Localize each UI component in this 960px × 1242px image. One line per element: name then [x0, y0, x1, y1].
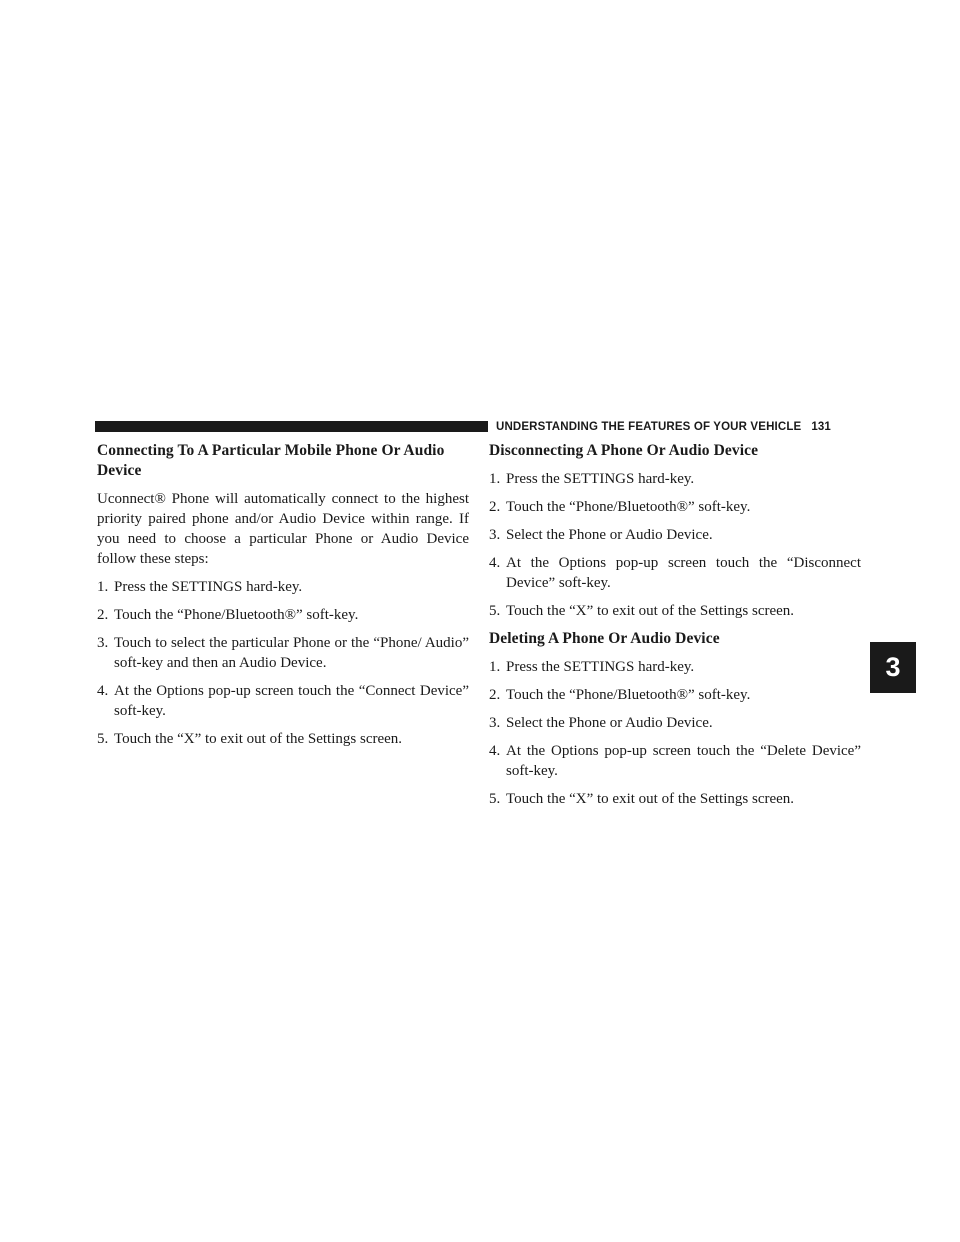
list-item	[489, 685, 861, 705]
step-number: 4.	[489, 555, 501, 571]
header-title: UNDERSTANDING THE FEATURES OF YOUR VEHICLE	[496, 421, 802, 433]
list-item	[489, 657, 861, 677]
step-text: At the Options pop-up screen touch the “Connect Device” soft-key.	[114, 683, 469, 719]
step-text: At the Options pop-up screen touch the “Disconnect Device” soft-key.	[506, 555, 861, 591]
header-bar	[95, 421, 488, 432]
step-text: Touch the “Phone/Bluetooth®” soft-key.	[114, 607, 359, 623]
list-item	[97, 605, 469, 625]
step-text: Press the SETTINGS hard-key.	[506, 471, 695, 487]
step-number: 1.	[97, 579, 109, 595]
step-text: Press the SETTINGS hard-key.	[506, 659, 695, 675]
step-text: Touch the “Phone/Bluetooth®” soft-key.	[506, 687, 751, 703]
running-header	[496, 418, 831, 436]
step-number: 3.	[97, 635, 109, 651]
step-text: Select the Phone or Audio Device.	[506, 527, 713, 543]
step-number: 1.	[489, 659, 501, 675]
step-number: 4.	[97, 683, 109, 699]
list-item	[489, 525, 861, 545]
list-item	[489, 469, 861, 489]
list-item	[97, 577, 469, 597]
list-item	[97, 633, 469, 673]
list-item	[489, 553, 861, 593]
step-number: 5.	[97, 731, 109, 747]
step-text: Press the SETTINGS hard-key.	[114, 579, 303, 595]
disconnecting-steps	[489, 469, 861, 621]
list-item	[489, 741, 861, 781]
step-number: 1.	[489, 471, 501, 487]
step-number: 4.	[489, 743, 501, 759]
step-text: Touch the “X” to exit out of the Settings screen.	[506, 603, 795, 619]
list-item	[489, 497, 861, 517]
connecting-steps	[97, 577, 469, 749]
section-heading-disconnecting: Disconnecting A Phone Or Audio Device	[489, 442, 759, 459]
left-column	[97, 441, 469, 757]
step-number: 5.	[489, 791, 501, 807]
list-item	[489, 789, 861, 809]
page-number: 131	[811, 421, 831, 433]
right-column	[489, 441, 861, 817]
step-text: Touch the “X” to exit out of the Settings screen.	[506, 791, 795, 807]
step-number: 2.	[489, 687, 501, 703]
list-item	[489, 601, 861, 621]
list-item	[97, 681, 469, 721]
step-text: Touch to select the particular Phone or the “Phone/ Audio” soft-key and then an Audio Device.	[114, 635, 469, 671]
step-number: 3.	[489, 527, 501, 543]
step-text: Touch the “Phone/Bluetooth®” soft-key.	[506, 499, 751, 515]
step-text: Touch the “X” to exit out of the Settings screen.	[114, 731, 403, 747]
list-item	[97, 729, 469, 749]
step-number: 2.	[489, 499, 501, 515]
step-number: 2.	[97, 607, 109, 623]
chapter-tab: 3	[870, 642, 916, 693]
list-item	[489, 713, 861, 733]
step-text: At the Options pop-up screen touch the “Delete Device” soft-key.	[506, 743, 861, 779]
step-text: Select the Phone or Audio Device.	[506, 715, 713, 731]
section-heading-deleting: Deleting A Phone Or Audio Device	[489, 630, 720, 647]
section-heading-connecting: Connecting To A Particular Mobile Phone Or Audio Device	[97, 442, 445, 479]
intro-paragraph: Uconnect® Phone will automatically connect to the highest priority paired phone and/or Audio Device within range. If you need to choose a particular Phone or Audio Device follow these steps:	[97, 491, 469, 567]
step-number: 3.	[489, 715, 501, 731]
step-number: 5.	[489, 603, 501, 619]
deleting-steps	[489, 657, 861, 809]
